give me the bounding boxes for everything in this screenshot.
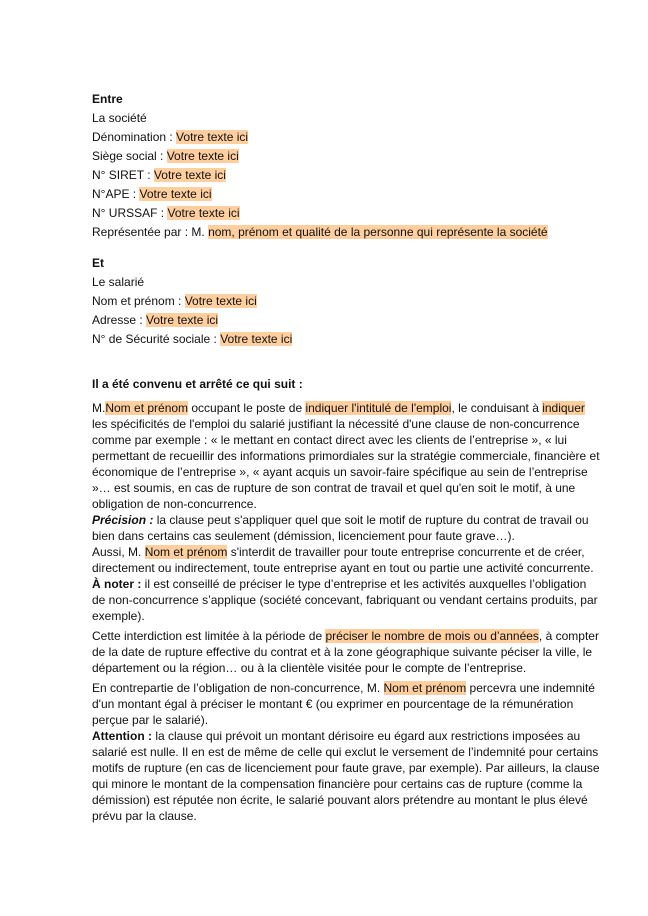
paragraph-duration: Cette interdiction est limitée à la période de préciser le nombre de mois ou d’années, à compter de la date de rupture effective du contrat et à la zone géographique suivante péciser la ville, le département ou la région… ou à la clientèle visitée pour le compte de l’entreprise.	[92, 629, 599, 675]
attention-label: Attention :	[92, 729, 152, 743]
company-ape-row: N°APE : Votre texte ici	[92, 187, 212, 201]
company-name-row: Dénomination : Votre texte ici	[92, 130, 249, 144]
paragraph-obligation: M.Nom et prénom occupant le poste de indiquer l'intitulé de l'emploi, le conduisant à indiquer les spécificités de l'emploi du salarié justifiant la nécessité d'une clause de non-concurrence comme par exemple : « le mettant en contact direct avec les clients de l’entreprise », « lui permettant de recueillir des informations primordiales sur la stratégie commerciale, financière et économique de l’entreprise », « ayant acquis un savoir-faire spécifique au sein de l’entreprise »… est soumis, en cas de rupture de son contrat de travail et quel qu'en soit le motif, à une obligation de non-concurrence.	[92, 401, 600, 511]
employee-name-placeholder[interactable]: Nom et prénom	[105, 401, 189, 415]
paragraph-interdiction: Aussi, M. Nom et prénom s'interdit de travailler pour toute entreprise concurrente et de créer, directement ou indirectement, toute entreprise ayant en tout ou partie une activité concurrente.	[92, 545, 594, 575]
employee-name-placeholder[interactable]: Nom et prénom	[383, 681, 467, 695]
company-hq-field[interactable]: Votre texte ici	[166, 149, 239, 163]
paragraph-precision: Précision : la clause peut s'appliquer quel que soit le motif de rupture du contrat de travail ou bien dans certains cas seulement (démission, licenciement pour faute grave…).	[92, 513, 589, 543]
employee-name-row: Nom et prénom : Votre texte ici	[92, 294, 257, 308]
section2-heading: Et	[92, 256, 104, 270]
paragraph-a-noter: À noter : il est conseillé de préciser le type d’entreprise et les activités auxquelles l’obligation de non-concurrence s’applique (société concevant, fabriquant ou vendant certains produits, par exemple).	[92, 577, 598, 623]
a-noter-label: À noter :	[92, 577, 142, 591]
employee-name-placeholder[interactable]: Nom et prénom	[144, 545, 228, 559]
company-ape-field[interactable]: Votre texte ici	[139, 187, 212, 201]
employee-address-row: Adresse : Votre texte ici	[92, 313, 219, 327]
company-representative-row: Représentée par : M. nom, prénom et qualité de la personne qui représente la société	[92, 225, 548, 239]
company-urssaf-field[interactable]: Votre texte ici	[167, 206, 240, 220]
employee-address-field[interactable]: Votre texte ici	[146, 313, 219, 327]
company-hq-row: Siège social : Votre texte ici	[92, 149, 239, 163]
indicate-placeholder[interactable]: indiquer	[542, 401, 585, 415]
employee-name-field[interactable]: Votre texte ici	[184, 294, 257, 308]
contract-document	[92, 90, 602, 824]
agreement-heading: Il a été convenu et arrêté ce qui suit :	[92, 377, 303, 391]
company-intro: La société	[92, 111, 147, 125]
company-representative-field[interactable]: nom, prénom et qualité de la personne qui représente la société	[208, 225, 548, 239]
employee-intro: Le salarié	[92, 275, 145, 289]
company-siret-row: N° SIRET : Votre texte ici	[92, 168, 226, 182]
paragraph-indemnity: En contrepartie de l’obligation de non-concurrence, M. Nom et prénom percevra une indemnité d'un montant égal à préciser le montant € (ou exprimer en pourcentage de la rémunération perçue par le salarié).	[92, 681, 595, 727]
company-urssaf-row: N° URSSAF : Votre texte ici	[92, 206, 240, 220]
paragraph-attention: Attention : la clause qui prévoit un montant dérisoire eu égard aux restrictions imposées au salarié est nulle. Il en est de même de celle qui exclut le versement de l’indemnité pour certains motifs de rupture (en cas de licenciement pour faute grave, par exemple). Par ailleurs, la clause qui minore le montant de la compensation financière pour certains cas de rupture (comme la démission) est réputée non écrite, le salarié pouvant alors prétendre au montant le plus élevé prévu par la clause.	[92, 729, 600, 823]
section1-heading: Entre	[92, 92, 123, 106]
company-name-field[interactable]: Votre texte ici	[176, 130, 249, 144]
employee-ssn-field[interactable]: Votre texte ici	[220, 332, 293, 346]
employee-ssn-row: N° de Sécurité sociale : Votre texte ici	[92, 332, 293, 346]
precision-label: Précision :	[92, 513, 154, 527]
duration-placeholder[interactable]: préciser le nombre de mois ou d’années	[325, 629, 539, 643]
job-title-placeholder[interactable]: indiquer l'intitulé de l'emploi	[305, 401, 452, 415]
company-siret-field[interactable]: Votre texte ici	[153, 168, 226, 182]
